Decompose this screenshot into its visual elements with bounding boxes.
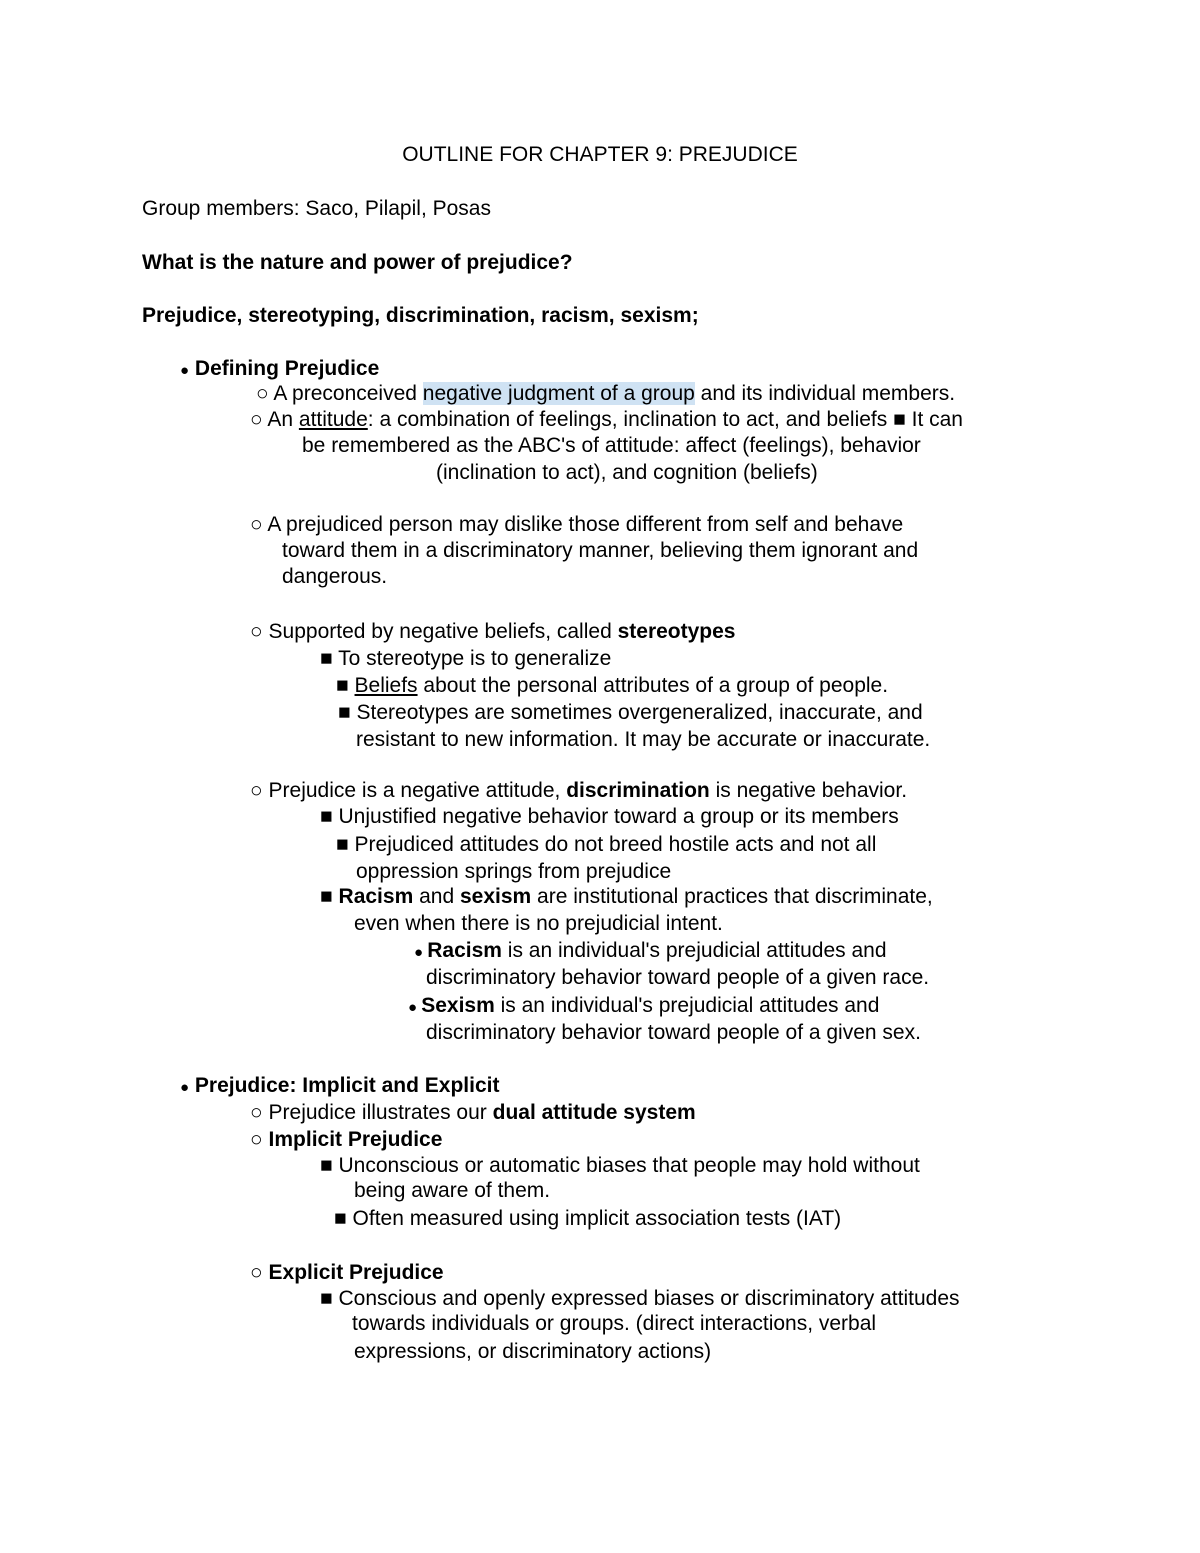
list-item: ○ A prejudiced person may dislike those different from self and behave (250, 513, 904, 536)
sub-item-continuation: towards individuals or groups. (direct interactions, verbal (352, 1312, 877, 1335)
bold-term: Racism (427, 939, 502, 962)
list-item: ○ Prejudice illustrates our dual attitude system (250, 1101, 696, 1124)
sub-item: ■ To stereotype is to generalize (320, 647, 612, 670)
list-item: ○ A preconceived negative judgment of a group and its individual members. (256, 382, 956, 405)
section-defining-prejudice (180, 356, 379, 384)
sub-item: ■ Unjustified negative behavior toward a group or its members (320, 805, 899, 828)
underlined-term: attitude (298, 408, 368, 431)
list-item: ○ Explicit Prejudice (250, 1261, 444, 1284)
sub-item-continuation: being aware of them. (354, 1179, 551, 1202)
sub-item-continuation: even when there is no prejudicial intent. (354, 912, 723, 935)
sub-sub-item-continuation: discriminatory behavior toward people of a given race. (426, 966, 930, 989)
sub-item-continuation: resistant to new information. It may be accurate or inaccurate. (356, 728, 931, 751)
highlighted-text: negative judgment of a group (422, 382, 695, 405)
sub-item: ■ Beliefs about the personal attributes of a group of people. (336, 674, 889, 697)
bullet-icon: ● (408, 999, 422, 1016)
group-members: Group members: Saco, Pilapil, Posas (142, 197, 491, 220)
bullet-icon: ● (180, 362, 190, 379)
sub-sub-item-continuation: discriminatory behavior toward people of a given sex. (426, 1021, 921, 1044)
section-implicit-explicit (180, 1073, 499, 1101)
bold-term: Explicit Prejudice (268, 1261, 444, 1284)
bold-term: Racism (338, 885, 414, 908)
bold-term: stereotypes (617, 620, 736, 643)
sub-item-continuation: oppression springs from prejudice (356, 860, 672, 883)
list-item-continuation: (inclination to act), and cognition (beliefs) (436, 461, 818, 484)
section-heading: Prejudice: Implicit and Explicit (194, 1074, 500, 1097)
list-item: ○ An attitude: a combination of feelings, inclination to act, and beliefs ■ It can (250, 408, 963, 431)
page-title: OUTLINE FOR CHAPTER 9: PREJUDICE (402, 143, 798, 166)
list-item: ○ Supported by negative beliefs, called stereotypes (250, 620, 736, 643)
sub-sub-item: ● Racism is an individual's prejudicial attitudes and (414, 939, 887, 962)
bold-term: Implicit Prejudice (268, 1128, 443, 1151)
sub-item: ■ Conscious and openly expressed biases or discriminatory attitudes (320, 1287, 960, 1310)
bullet-icon: ● (180, 1079, 190, 1096)
list-item: ○ Prejudice is a negative attitude, discrimination is negative behavior. (250, 779, 908, 802)
bullet-icon: ● (414, 944, 428, 961)
sub-item: ■ Prejudiced attitudes do not breed hostile acts and not all (336, 833, 877, 856)
list-item: ○ Implicit Prejudice (250, 1128, 443, 1151)
bold-term: sexism (459, 885, 532, 908)
list-item-continuation: toward them in a discriminatory manner, believing them ignorant and (282, 539, 919, 562)
list-item-continuation: dangerous. (282, 565, 388, 588)
guiding-question: What is the nature and power of prejudice? (142, 251, 573, 274)
section-heading: Defining Prejudice (194, 357, 380, 380)
sub-item: ■ Unconscious or automatic biases that people may hold without (320, 1154, 920, 1177)
bold-term: Sexism (421, 994, 495, 1017)
sub-item: ■ Often measured using implicit association tests (IAT) (334, 1207, 842, 1230)
bold-term: dual attitude system (492, 1101, 696, 1124)
sub-item-continuation: expressions, or discriminatory actions) (354, 1340, 712, 1363)
bold-term: discrimination (566, 779, 710, 802)
sub-sub-item: ● Sexism is an individual's prejudicial attitudes and (408, 994, 880, 1017)
list-item-continuation: be remembered as the ABC's of attitude: affect (feelings), behavior (302, 434, 921, 457)
underlined-term: Beliefs (354, 674, 418, 697)
sub-item: ■ Racism and sexism are institutional practices that discriminate, (320, 885, 933, 908)
topics-heading: Prejudice, stereotyping, discrimination, racism, sexism; (142, 304, 699, 327)
sub-item: ■ Stereotypes are sometimes overgeneralized, inaccurate, and (338, 701, 923, 724)
